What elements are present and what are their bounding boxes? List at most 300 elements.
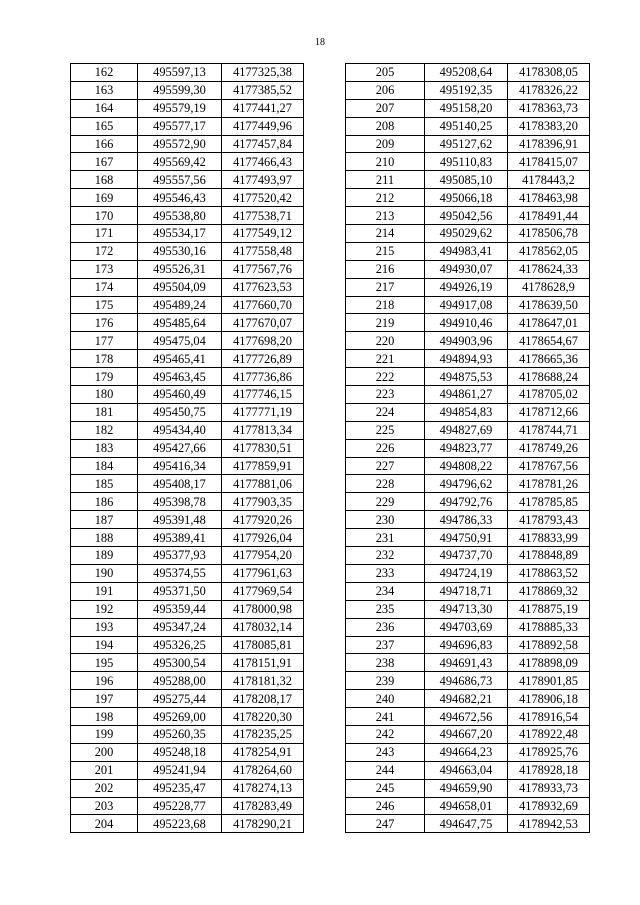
y-coordinate-cell: 4177567,76 (222, 260, 304, 278)
x-coordinate-cell: 495029,62 (425, 225, 508, 243)
x-coordinate-cell: 495579,19 (138, 99, 222, 117)
x-coordinate-cell: 494750,91 (425, 529, 508, 547)
y-coordinate-cell: 4178781,26 (508, 475, 590, 493)
x-coordinate-cell: 494827,69 (425, 421, 508, 439)
x-coordinate-cell: 495599,30 (138, 81, 222, 99)
x-coordinate-cell: 494823,77 (425, 439, 508, 457)
table-row (71, 690, 304, 708)
point-number-cell: 241 (346, 708, 425, 726)
table-row (346, 278, 590, 296)
point-number-cell: 186 (71, 493, 138, 511)
x-coordinate-cell: 495326,25 (138, 636, 222, 654)
y-coordinate-cell: 4177969,54 (222, 582, 304, 600)
point-number-cell: 222 (346, 368, 425, 386)
x-coordinate-cell: 495158,20 (425, 99, 508, 117)
point-number-cell: 193 (71, 618, 138, 636)
x-coordinate-cell: 495526,31 (138, 260, 222, 278)
x-coordinate-cell: 495223,68 (138, 815, 222, 833)
y-coordinate-cell: 4178744,71 (508, 421, 590, 439)
point-number-cell: 237 (346, 636, 425, 654)
table-row (346, 511, 590, 529)
x-coordinate-cell: 495235,47 (138, 779, 222, 797)
point-number-cell: 207 (346, 99, 425, 117)
table-row (346, 403, 590, 421)
point-number-cell: 246 (346, 797, 425, 815)
point-number-cell: 169 (71, 189, 138, 207)
point-number-cell: 224 (346, 403, 425, 421)
x-coordinate-cell: 495371,50 (138, 582, 222, 600)
coordinates-table-left (70, 63, 304, 833)
table-row (346, 153, 590, 171)
x-coordinate-cell: 494917,08 (425, 296, 508, 314)
x-coordinate-cell: 495460,49 (138, 386, 222, 404)
y-coordinate-cell: 4178274,13 (222, 779, 304, 797)
point-number-cell: 211 (346, 171, 425, 189)
x-coordinate-cell: 495597,13 (138, 64, 222, 82)
table-row (346, 439, 590, 457)
point-number-cell: 208 (346, 117, 425, 135)
y-coordinate-cell: 4177881,06 (222, 475, 304, 493)
point-number-cell: 245 (346, 779, 425, 797)
y-coordinate-cell: 4177441,27 (222, 99, 304, 117)
y-coordinate-cell: 4178443,2 (508, 171, 590, 189)
x-coordinate-cell: 495489,24 (138, 296, 222, 314)
table-row (346, 797, 590, 815)
y-coordinate-cell: 4178925,76 (508, 743, 590, 761)
y-coordinate-cell: 4177736,86 (222, 368, 304, 386)
y-coordinate-cell: 4178785,85 (508, 493, 590, 511)
point-number-cell: 247 (346, 815, 425, 833)
table-row (346, 421, 590, 439)
x-coordinate-cell: 495288,00 (138, 672, 222, 690)
y-coordinate-cell: 4178290,21 (222, 815, 304, 833)
point-number-cell: 168 (71, 171, 138, 189)
point-number-cell: 202 (71, 779, 138, 797)
x-coordinate-cell: 494691,43 (425, 654, 508, 672)
table-row (71, 171, 304, 189)
point-number-cell: 226 (346, 439, 425, 457)
y-coordinate-cell: 4178793,43 (508, 511, 590, 529)
x-coordinate-cell: 495408,17 (138, 475, 222, 493)
point-number-cell: 228 (346, 475, 425, 493)
y-coordinate-cell: 4178665,36 (508, 350, 590, 368)
x-coordinate-cell: 495374,55 (138, 564, 222, 582)
y-coordinate-cell: 4178396,91 (508, 135, 590, 153)
x-coordinate-cell: 495485,64 (138, 314, 222, 332)
table-row (71, 242, 304, 260)
point-number-cell: 180 (71, 386, 138, 404)
table-row (71, 350, 304, 368)
point-number-cell: 176 (71, 314, 138, 332)
x-coordinate-cell: 494808,22 (425, 457, 508, 475)
point-number-cell: 239 (346, 672, 425, 690)
y-coordinate-cell: 4178898,09 (508, 654, 590, 672)
x-coordinate-cell: 495347,24 (138, 618, 222, 636)
y-coordinate-cell: 4178208,17 (222, 690, 304, 708)
point-number-cell: 189 (71, 547, 138, 565)
table-row (346, 779, 590, 797)
point-number-cell: 177 (71, 332, 138, 350)
y-coordinate-cell: 4178942,53 (508, 815, 590, 833)
x-coordinate-cell: 495398,78 (138, 493, 222, 511)
x-coordinate-cell: 495572,90 (138, 135, 222, 153)
y-coordinate-cell: 4178848,89 (508, 547, 590, 565)
x-coordinate-cell: 495475,04 (138, 332, 222, 350)
table-row (346, 260, 590, 278)
x-coordinate-cell: 495465,41 (138, 350, 222, 368)
table-row (346, 332, 590, 350)
y-coordinate-cell: 4178639,50 (508, 296, 590, 314)
table-row (346, 457, 590, 475)
point-number-cell: 166 (71, 135, 138, 153)
y-coordinate-cell: 4177698,20 (222, 332, 304, 350)
y-coordinate-cell: 4177771,19 (222, 403, 304, 421)
x-coordinate-cell: 495085,10 (425, 171, 508, 189)
table-row (71, 117, 304, 135)
point-number-cell: 167 (71, 153, 138, 171)
point-number-cell: 165 (71, 117, 138, 135)
point-number-cell: 221 (346, 350, 425, 368)
x-coordinate-cell: 494861,27 (425, 386, 508, 404)
table-row (346, 761, 590, 779)
table-row (71, 600, 304, 618)
table-row (346, 350, 590, 368)
y-coordinate-cell: 4177549,12 (222, 225, 304, 243)
y-coordinate-cell: 4178922,48 (508, 725, 590, 743)
y-coordinate-cell: 4178235,25 (222, 725, 304, 743)
point-number-cell: 238 (346, 654, 425, 672)
x-coordinate-cell: 494724,19 (425, 564, 508, 582)
point-number-cell: 242 (346, 725, 425, 743)
point-number-cell: 210 (346, 153, 425, 171)
table-row (71, 529, 304, 547)
point-number-cell: 214 (346, 225, 425, 243)
x-coordinate-cell: 494713,30 (425, 600, 508, 618)
table-row (71, 386, 304, 404)
point-number-cell: 183 (71, 439, 138, 457)
point-number-cell: 181 (71, 403, 138, 421)
y-coordinate-cell: 4178833,99 (508, 529, 590, 547)
point-number-cell: 199 (71, 725, 138, 743)
table-row (346, 81, 590, 99)
table-row (71, 725, 304, 743)
point-number-cell: 191 (71, 582, 138, 600)
table-row (71, 314, 304, 332)
x-coordinate-cell: 494696,83 (425, 636, 508, 654)
y-coordinate-cell: 4177325,38 (222, 64, 304, 82)
x-coordinate-cell: 494926,19 (425, 278, 508, 296)
table-row (346, 171, 590, 189)
y-coordinate-cell: 4178283,49 (222, 797, 304, 815)
table-row (71, 672, 304, 690)
point-number-cell: 234 (346, 582, 425, 600)
x-coordinate-cell: 494686,73 (425, 672, 508, 690)
y-coordinate-cell: 4177466,43 (222, 153, 304, 171)
table-row (71, 153, 304, 171)
table-row (71, 493, 304, 511)
y-coordinate-cell: 4178906,18 (508, 690, 590, 708)
x-coordinate-cell: 494854,83 (425, 403, 508, 421)
table-row (346, 618, 590, 636)
y-coordinate-cell: 4177926,04 (222, 529, 304, 547)
table-row (346, 600, 590, 618)
point-number-cell: 240 (346, 690, 425, 708)
y-coordinate-cell: 4177813,34 (222, 421, 304, 439)
table-row (346, 725, 590, 743)
x-coordinate-cell: 494647,75 (425, 815, 508, 833)
x-coordinate-cell: 495140,25 (425, 117, 508, 135)
y-coordinate-cell: 4177954,20 (222, 547, 304, 565)
x-coordinate-cell: 494796,62 (425, 475, 508, 493)
x-coordinate-cell: 495300,54 (138, 654, 222, 672)
point-number-cell: 190 (71, 564, 138, 582)
point-number-cell: 188 (71, 529, 138, 547)
y-coordinate-cell: 4178000,98 (222, 600, 304, 618)
table-row (71, 457, 304, 475)
point-number-cell: 213 (346, 207, 425, 225)
y-coordinate-cell: 4178506,78 (508, 225, 590, 243)
table-row (71, 99, 304, 117)
y-coordinate-cell: 4177660,70 (222, 296, 304, 314)
point-number-cell: 236 (346, 618, 425, 636)
table-row (71, 439, 304, 457)
table-row (346, 529, 590, 547)
y-coordinate-cell: 4178085,81 (222, 636, 304, 654)
table-row (71, 225, 304, 243)
x-coordinate-cell: 495248,18 (138, 743, 222, 761)
x-coordinate-cell: 495463,45 (138, 368, 222, 386)
y-coordinate-cell: 4178181,32 (222, 672, 304, 690)
point-number-cell: 230 (346, 511, 425, 529)
point-number-cell: 197 (71, 690, 138, 708)
point-number-cell: 170 (71, 207, 138, 225)
y-coordinate-cell: 4178749,26 (508, 439, 590, 457)
x-coordinate-cell: 495391,48 (138, 511, 222, 529)
y-coordinate-cell: 4177558,48 (222, 242, 304, 260)
point-number-cell: 232 (346, 547, 425, 565)
x-coordinate-cell: 495557,56 (138, 171, 222, 189)
point-number-cell: 194 (71, 636, 138, 654)
y-coordinate-cell: 4178220,30 (222, 708, 304, 726)
y-coordinate-cell: 4178869,32 (508, 582, 590, 600)
y-coordinate-cell: 4178264,60 (222, 761, 304, 779)
y-coordinate-cell: 4178688,24 (508, 368, 590, 386)
x-coordinate-cell: 495042,56 (425, 207, 508, 225)
point-number-cell: 179 (71, 368, 138, 386)
y-coordinate-cell: 4178032,14 (222, 618, 304, 636)
point-number-cell: 205 (346, 64, 425, 82)
point-number-cell: 192 (71, 600, 138, 618)
x-coordinate-cell: 494792,76 (425, 493, 508, 511)
point-number-cell: 225 (346, 421, 425, 439)
y-coordinate-cell: 4178151,91 (222, 654, 304, 672)
point-number-cell: 174 (71, 278, 138, 296)
table-row (71, 368, 304, 386)
x-coordinate-cell: 495260,35 (138, 725, 222, 743)
point-number-cell: 231 (346, 529, 425, 547)
x-coordinate-cell: 495359,44 (138, 600, 222, 618)
y-coordinate-cell: 4177726,89 (222, 350, 304, 368)
table-row (71, 654, 304, 672)
table-row (346, 815, 590, 833)
point-number-cell: 187 (71, 511, 138, 529)
table-row (71, 708, 304, 726)
x-coordinate-cell: 494894,93 (425, 350, 508, 368)
y-coordinate-cell: 4177385,52 (222, 81, 304, 99)
table-row (71, 511, 304, 529)
point-number-cell: 196 (71, 672, 138, 690)
x-coordinate-cell: 494930,07 (425, 260, 508, 278)
x-coordinate-cell: 494903,96 (425, 332, 508, 350)
y-coordinate-cell: 4178562,05 (508, 242, 590, 260)
x-coordinate-cell: 495208,64 (425, 64, 508, 82)
y-coordinate-cell: 4178628,9 (508, 278, 590, 296)
point-number-cell: 233 (346, 564, 425, 582)
x-coordinate-cell: 494682,21 (425, 690, 508, 708)
x-coordinate-cell: 495066,18 (425, 189, 508, 207)
point-number-cell: 243 (346, 743, 425, 761)
point-number-cell: 218 (346, 296, 425, 314)
table-row (71, 135, 304, 153)
point-number-cell: 223 (346, 386, 425, 404)
y-coordinate-cell: 4177449,96 (222, 117, 304, 135)
table-row (346, 242, 590, 260)
table-row (346, 386, 590, 404)
y-coordinate-cell: 4178712,66 (508, 403, 590, 421)
y-coordinate-cell: 4177920,26 (222, 511, 304, 529)
page-number: 18 (315, 37, 325, 48)
x-coordinate-cell: 495434,40 (138, 421, 222, 439)
point-number-cell: 162 (71, 64, 138, 82)
point-number-cell: 171 (71, 225, 138, 243)
table-row (346, 296, 590, 314)
y-coordinate-cell: 4177903,35 (222, 493, 304, 511)
point-number-cell: 201 (71, 761, 138, 779)
point-number-cell: 217 (346, 278, 425, 296)
table-row (71, 403, 304, 421)
y-coordinate-cell: 4178491,44 (508, 207, 590, 225)
x-coordinate-cell: 495530,16 (138, 242, 222, 260)
table-row (71, 761, 304, 779)
y-coordinate-cell: 4178901,85 (508, 672, 590, 690)
table-row (71, 296, 304, 314)
table-row (71, 421, 304, 439)
point-number-cell: 185 (71, 475, 138, 493)
point-number-cell: 203 (71, 797, 138, 815)
coordinates-table-right (345, 63, 590, 833)
table-row (71, 260, 304, 278)
point-number-cell: 244 (346, 761, 425, 779)
x-coordinate-cell: 494659,90 (425, 779, 508, 797)
x-coordinate-cell: 494786,33 (425, 511, 508, 529)
table-row (71, 636, 304, 654)
y-coordinate-cell: 4178863,52 (508, 564, 590, 582)
x-coordinate-cell: 494910,46 (425, 314, 508, 332)
table-row (71, 64, 304, 82)
table-row (71, 815, 304, 833)
point-number-cell: 220 (346, 332, 425, 350)
x-coordinate-cell: 494875,53 (425, 368, 508, 386)
x-coordinate-cell: 495228,77 (138, 797, 222, 815)
x-coordinate-cell: 495127,62 (425, 135, 508, 153)
table-row (346, 314, 590, 332)
y-coordinate-cell: 4178705,02 (508, 386, 590, 404)
point-number-cell: 206 (346, 81, 425, 99)
y-coordinate-cell: 4177520,42 (222, 189, 304, 207)
y-coordinate-cell: 4177623,53 (222, 278, 304, 296)
y-coordinate-cell: 4177493,97 (222, 171, 304, 189)
point-number-cell: 212 (346, 189, 425, 207)
point-number-cell: 164 (71, 99, 138, 117)
y-coordinate-cell: 4177830,51 (222, 439, 304, 457)
x-coordinate-cell: 494737,70 (425, 547, 508, 565)
x-coordinate-cell: 494703,69 (425, 618, 508, 636)
x-coordinate-cell: 494658,01 (425, 797, 508, 815)
table-row (346, 64, 590, 82)
table-row (346, 99, 590, 117)
x-coordinate-cell: 495269,00 (138, 708, 222, 726)
x-coordinate-cell: 495416,34 (138, 457, 222, 475)
point-number-cell: 198 (71, 708, 138, 726)
table-row (346, 672, 590, 690)
table-row (346, 582, 590, 600)
x-coordinate-cell: 495241,94 (138, 761, 222, 779)
y-coordinate-cell: 4178767,56 (508, 457, 590, 475)
table-row (71, 743, 304, 761)
point-number-cell: 173 (71, 260, 138, 278)
x-coordinate-cell: 494667,20 (425, 725, 508, 743)
x-coordinate-cell: 495534,17 (138, 225, 222, 243)
table-row (346, 547, 590, 565)
table-row (346, 564, 590, 582)
y-coordinate-cell: 4178875,19 (508, 600, 590, 618)
table-row (346, 368, 590, 386)
y-coordinate-cell: 4178326,22 (508, 81, 590, 99)
point-number-cell: 178 (71, 350, 138, 368)
x-coordinate-cell: 495377,93 (138, 547, 222, 565)
y-coordinate-cell: 4178624,33 (508, 260, 590, 278)
point-number-cell: 229 (346, 493, 425, 511)
table-row (71, 564, 304, 582)
y-coordinate-cell: 4178254,91 (222, 743, 304, 761)
x-coordinate-cell: 495504,09 (138, 278, 222, 296)
table-row (71, 332, 304, 350)
y-coordinate-cell: 4178933,73 (508, 779, 590, 797)
table-row (346, 207, 590, 225)
table-row (346, 189, 590, 207)
x-coordinate-cell: 494718,71 (425, 582, 508, 600)
x-coordinate-cell: 495110,83 (425, 153, 508, 171)
y-coordinate-cell: 4178383,20 (508, 117, 590, 135)
point-number-cell: 227 (346, 457, 425, 475)
y-coordinate-cell: 4177746,15 (222, 386, 304, 404)
point-number-cell: 216 (346, 260, 425, 278)
table-row (71, 618, 304, 636)
table-row (71, 189, 304, 207)
table-row (346, 225, 590, 243)
x-coordinate-cell: 495450,75 (138, 403, 222, 421)
table-row (71, 779, 304, 797)
point-number-cell: 235 (346, 600, 425, 618)
table-row (71, 278, 304, 296)
table-row (346, 135, 590, 153)
y-coordinate-cell: 4178928,18 (508, 761, 590, 779)
table-row (71, 547, 304, 565)
y-coordinate-cell: 4177961,63 (222, 564, 304, 582)
y-coordinate-cell: 4178415,07 (508, 153, 590, 171)
table-row (346, 636, 590, 654)
table-row (346, 493, 590, 511)
